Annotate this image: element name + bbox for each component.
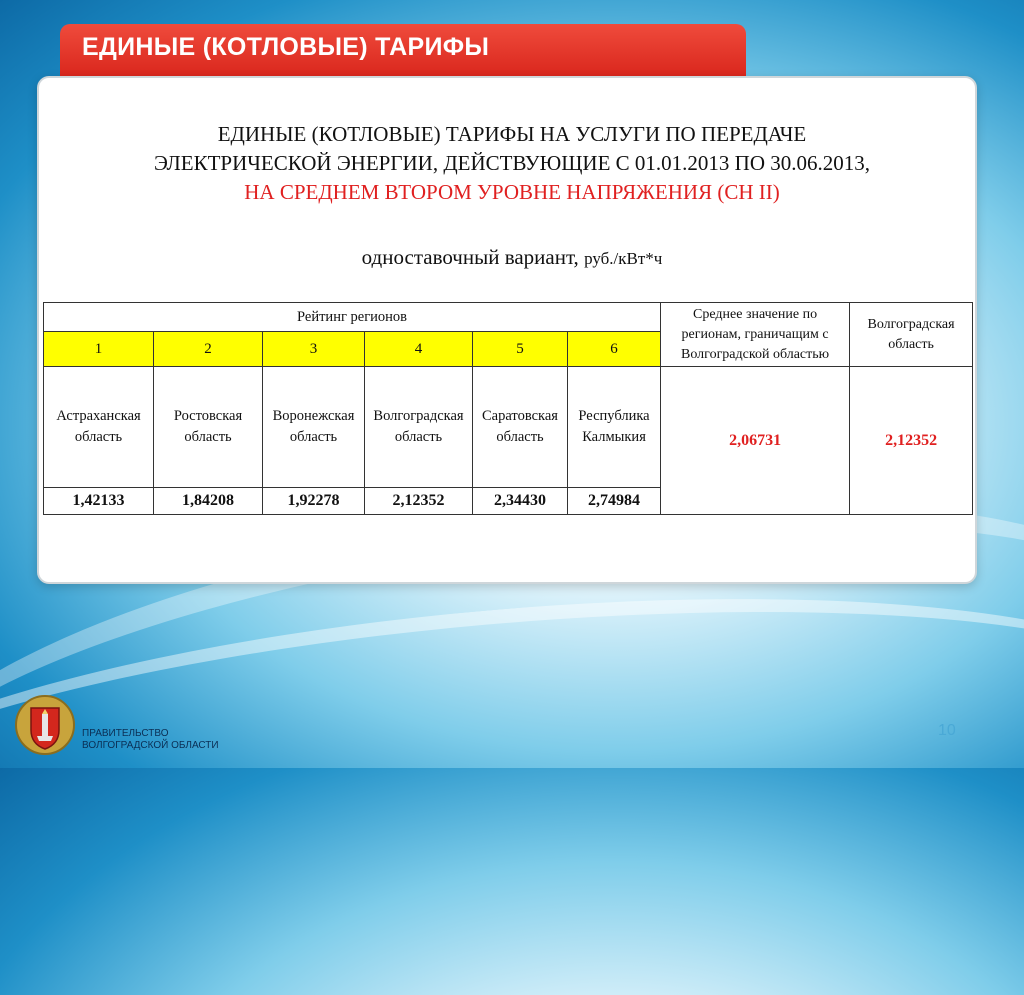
tariff-value: 1,92278 [263,488,365,515]
rating-header: Рейтинг регионов [44,303,661,332]
tariff-value: 2,34430 [473,488,568,515]
tariff-value: 2,12352 [365,488,473,515]
avg-header: Среднее значение по регионам, граничащим с Волгоградской областью [661,303,850,367]
heading-line-2: ЭЛЕКТРИЧЕСКОЙ ЭНЕРГИИ, ДЕЙСТВУЮЩИЕ С 01.01.2013 ПО 30.06.2013, [153,151,871,175]
region-cell [154,367,263,488]
avg-value: 2,06731 [661,367,850,515]
region-name: Воронежская [272,408,355,424]
coat-of-arms-icon [14,694,76,756]
rank-cell: 2 [154,332,263,367]
region-name: Калмыкия [582,429,646,445]
region-name: область [74,429,123,445]
table-heading [40,120,984,207]
region-name: область [184,429,232,445]
unit-label: руб./кВт*ч [584,249,663,268]
rank-cell: 5 [473,332,568,367]
variant-label: одноставочный вариант, [361,245,585,269]
region-cell [473,367,568,488]
region-cell [365,367,473,488]
tariff-value: 2,74984 [568,488,661,515]
rank-cell: 6 [568,332,661,367]
footer-line-2: ВОЛГОГРАДСКОЙ ОБЛАСТИ [82,740,219,751]
region-name: Саратовская [482,408,558,424]
heading-line-3: НА СРЕДНЕМ ВТОРОМ УРОВНЕ НАПРЯЖЕНИЯ (СН II) [244,180,780,204]
region-cell [568,367,661,488]
tariff-table [43,302,973,515]
region-name: Волгоградская [373,408,464,424]
footer-line-1: ПРАВИТЕЛЬСТВО [82,728,169,739]
page-number: 10 [938,722,956,739]
region-cell [263,367,365,488]
region-name: Ростовская [173,408,243,424]
tariff-value: 1,84208 [154,488,263,515]
region-name: область [289,429,338,445]
region-name: область [496,429,544,445]
region-name: Республика [578,408,650,424]
heading-line-1: ЕДИНЫЕ (КОТЛОВЫЕ) ТАРИФЫ НА УСЛУГИ ПО ПЕРЕДАЧЕ [217,122,807,146]
tariff-variant [40,245,984,270]
footer-org [82,728,219,752]
rank-cell: 3 [263,332,365,367]
rank-cell: 1 [44,332,154,367]
volgograd-header: Волгоградская область [850,303,973,367]
slide-title: ЕДИНЫЕ (КОТЛОВЫЕ) ТАРИФЫ [82,33,490,61]
tariff-value: 1,42133 [44,488,154,515]
region-name: область [394,429,443,445]
region-name: Астраханская [56,408,141,424]
rank-cell: 4 [365,332,473,367]
volgograd-value: 2,12352 [850,367,973,515]
region-cell [44,367,154,488]
